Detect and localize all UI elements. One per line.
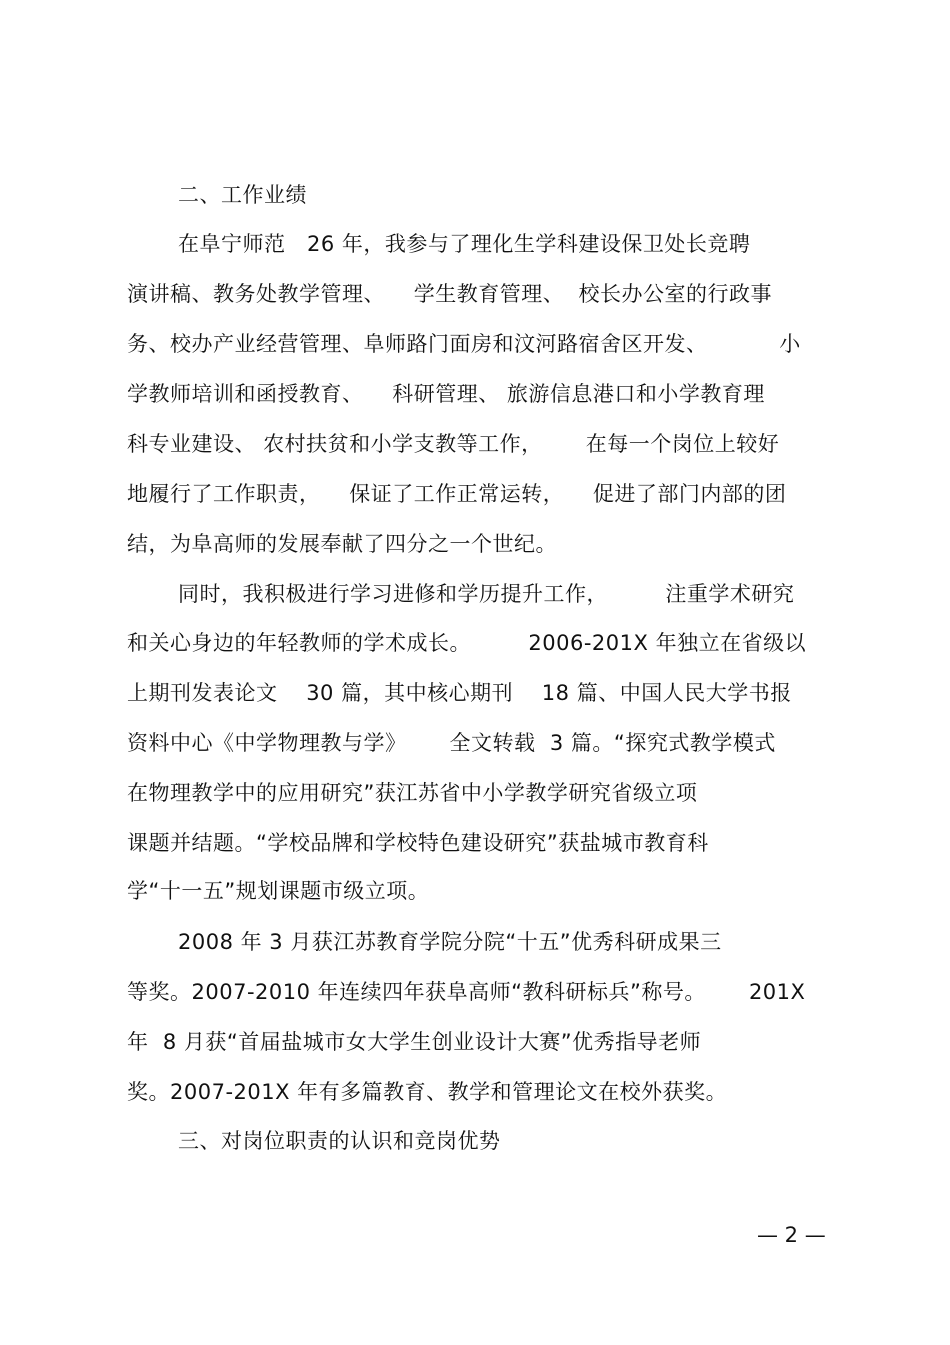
paragraph-line: 在阜宁师范 26 年，我参与了理化生学科建设保卫处长竞聘	[178, 232, 751, 256]
paragraph-line: 务、校办产业经营管理、阜师路门面房和汶河路宿舍区开发、 小	[127, 332, 801, 356]
paragraph-line: 演讲稿、教务处教学管理、 学生教育管理、 校长办公室的行政事	[127, 282, 773, 306]
paragraph-line: 学“十一五”规划课题市级立项。	[127, 879, 430, 903]
paragraph-line: 上期刊发表论文 30 篇，其中核心期刊 18 篇、中国人民大学书报	[127, 681, 792, 705]
paragraph-line: 年 8 月获“首届盐城市女大学生创业设计大赛”优秀指导老师	[127, 1030, 702, 1054]
paragraph-line: 课题并结题。“学校品牌和学校特色建设研究”获盐城市教育科	[127, 831, 709, 855]
paragraph-line: 科专业建设、 农村扶贫和小学支教等工作， 在每一个岗位上较好	[127, 432, 780, 456]
section-heading-work-achievements: 二、工作业绩	[178, 183, 307, 207]
paragraph-line: 结，为阜高师的发展奉献了四分之一个世纪。	[127, 532, 557, 556]
paragraph-line: 地履行了工作职责， 保证了工作正常运转， 促进了部门内部的团	[127, 482, 787, 506]
paragraph-line: 学教师培训和函授教育、 科研管理、 旅游信息港口和小学教育理	[127, 382, 765, 406]
section-heading-role-understanding: 三、对岗位职责的认识和竞岗优势	[178, 1129, 501, 1153]
page-number: — 2 —	[757, 1223, 826, 1247]
paragraph-line: 资料中心《中学物理教与学》 全文转载 3 篇。“探究式教学模式	[127, 731, 776, 755]
paragraph-line: 在物理教学中的应用研究”获江苏省中小学教学研究省级立项	[127, 781, 698, 805]
paragraph-line: 和关心身边的年轻教师的学术成长。 2006-201X 年独立在省级以	[127, 631, 807, 655]
paragraph-line: 等奖。2007-2010 年连续四年获阜高师“教科研标兵”称号。 201X	[127, 980, 806, 1004]
paragraph-line: 同时，我积极进行学习进修和学历提升工作， 注重学术研究	[178, 582, 795, 606]
paragraph-line: 奖。2007-201X 年有多篇教育、教学和管理论文在校外获奖。	[127, 1080, 728, 1104]
paragraph-line: 2008 年 3 月获江苏教育学院分院“十五”优秀科研成果三	[178, 930, 722, 954]
